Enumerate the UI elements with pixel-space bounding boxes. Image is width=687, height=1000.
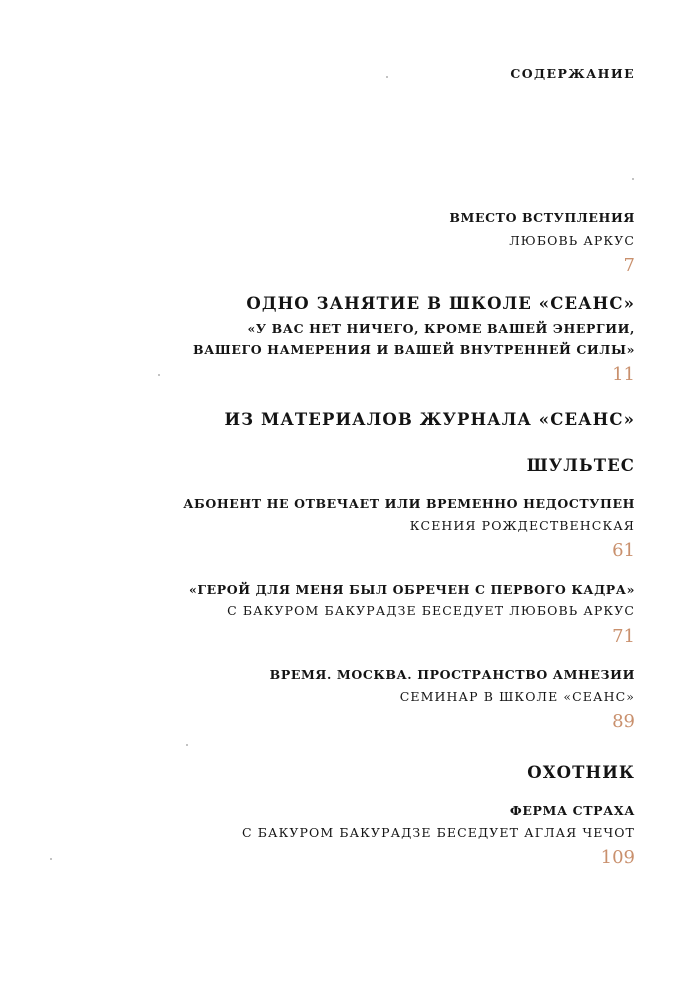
toc-section-hunter: ОХОТНИК — [527, 763, 635, 782]
scan-speck — [158, 374, 160, 376]
toc-entry-intro-author: ЛЮБОВЬ АРКУС — [509, 233, 635, 248]
toc-entry-amnesia-page: 89 — [612, 711, 635, 732]
toc-entry-subscriber-page: 61 — [612, 540, 635, 561]
toc-entry-lesson-page: 11 — [612, 364, 635, 385]
scan-speck — [386, 76, 388, 78]
toc-entry-subscriber-author: КСЕНИЯ РОЖДЕСТВЕНСКАЯ — [409, 518, 635, 533]
toc-section-schultes: ШУЛЬТЕС — [526, 456, 635, 475]
toc-entry-lesson-line1: «У ВАС НЕТ НИЧЕГО, КРОМЕ ВАШЕЙ ЭНЕРГИИ, — [247, 321, 635, 336]
toc-section-lesson: ОДНО ЗАНЯТИЕ В ШКОЛЕ «СЕАНС» — [246, 294, 635, 313]
toc-entry-lesson-line2: ВАШЕГО НАМЕРЕНИЯ И ВАШЕЙ ВНУТРЕННЕЙ СИЛЫ» — [192, 342, 635, 357]
toc-entry-farm-author: С БАКУРОМ БАКУРАДЗЕ БЕСЕДУЕТ АГЛАЯ ЧЕЧОТ — [242, 825, 635, 840]
toc-entry-amnesia-author: СЕМИНАР В ШКОЛЕ «СЕАНС» — [399, 689, 635, 704]
toc-entry-amnesia-title: ВРЕМЯ. МОСКВА. ПРОСТРАНСТВО АМНЕЗИИ — [269, 667, 635, 682]
toc-entry-intro-title: ВМЕСТО ВСТУПЛЕНИЯ — [449, 210, 635, 225]
toc-entry-subscriber-title: АБОНЕНТ НЕ ОТВЕЧАЕТ ИЛИ ВРЕМЕННО НЕДОСТУПЕН — [183, 496, 635, 511]
running-head: СОДЕРЖАНИЕ — [510, 66, 635, 81]
scan-speck — [50, 858, 52, 860]
scan-speck — [186, 744, 188, 746]
toc-entry-farm-page: 109 — [600, 847, 635, 868]
toc-entry-hero-page: 71 — [612, 626, 635, 647]
toc-section-materials: ИЗ МАТЕРИАЛОВ ЖУРНАЛА «СЕАНС» — [224, 410, 635, 429]
toc-entry-hero-title: «ГЕРОЙ ДЛЯ МЕНЯ БЫЛ ОБРЕЧЕН С ПЕРВОГО КАДРА» — [188, 582, 635, 597]
toc-entry-hero-author: С БАКУРОМ БАКУРАДЗЕ БЕСЕДУЕТ ЛЮБОВЬ АРКУС — [227, 603, 635, 618]
toc-entry-intro-page: 7 — [623, 255, 635, 276]
scan-speck — [632, 178, 634, 180]
toc-entry-farm-title: ФЕРМА СТРАХА — [509, 803, 635, 818]
